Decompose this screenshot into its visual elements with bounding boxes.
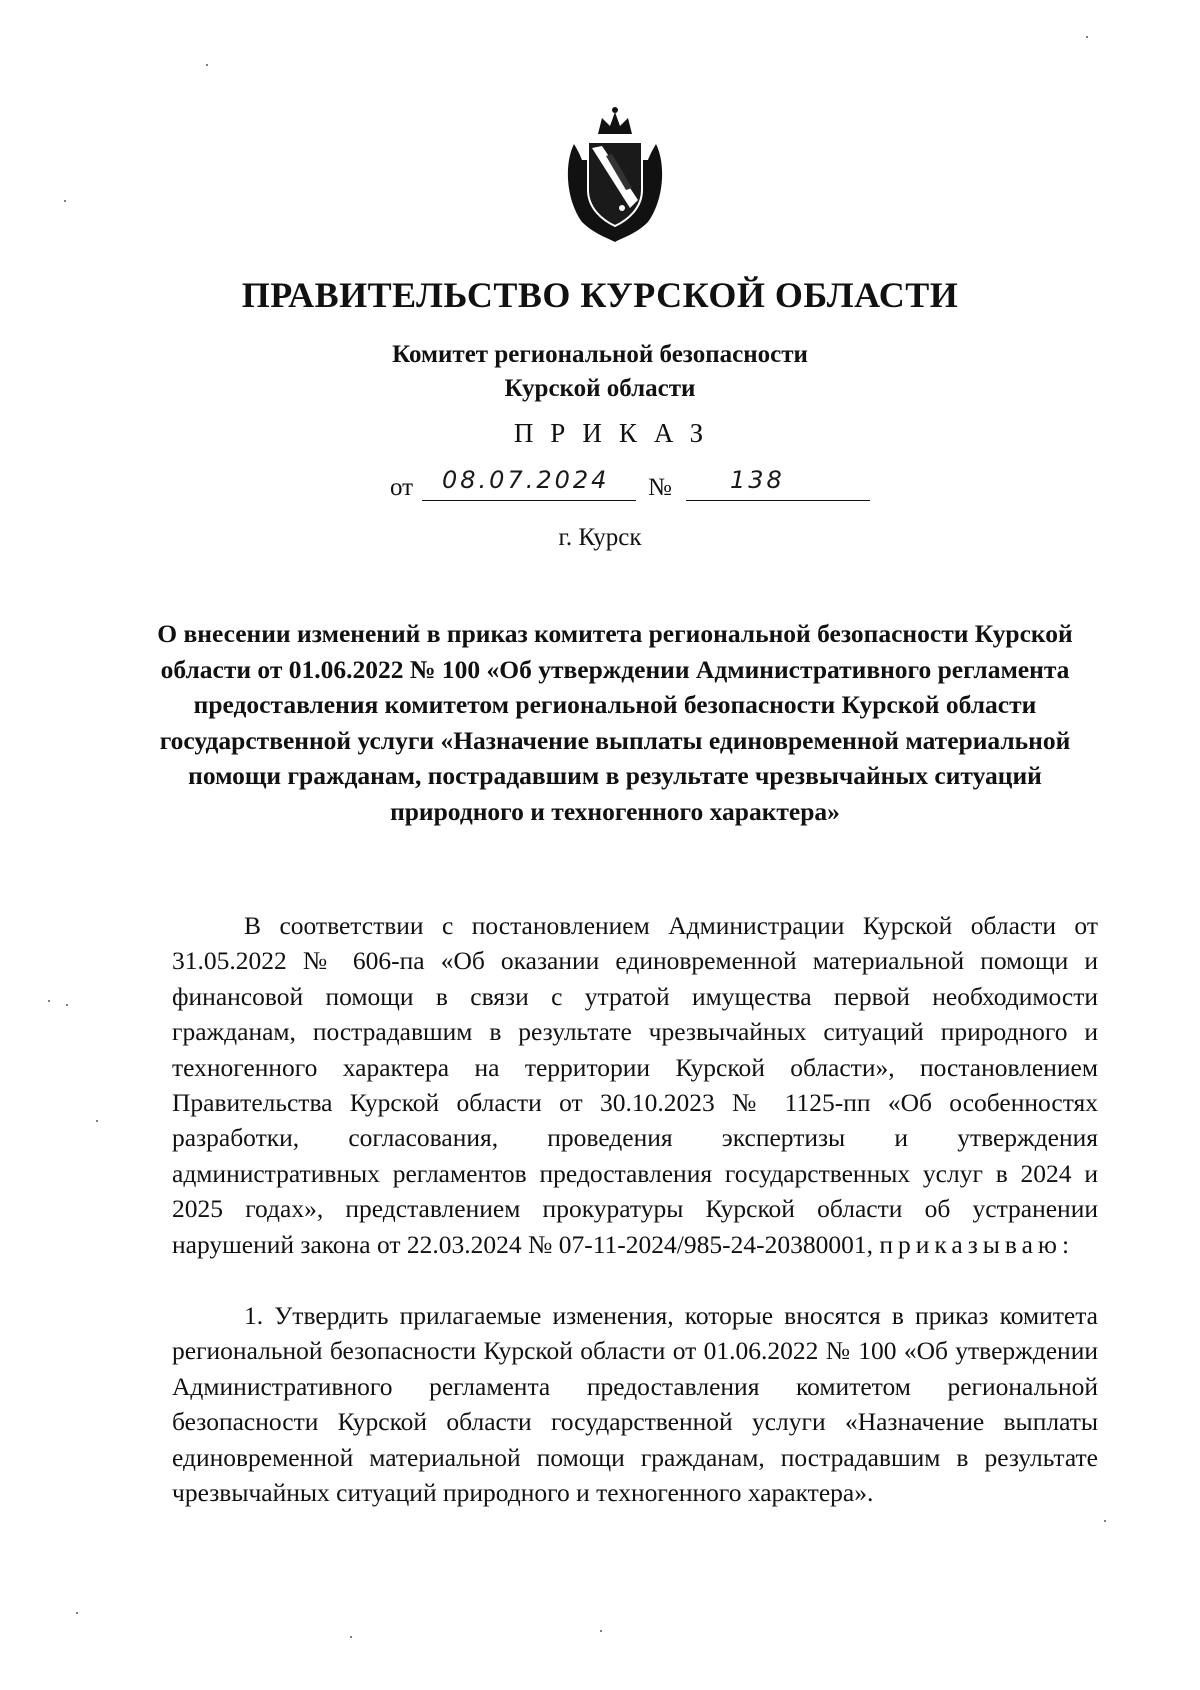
- government-title: ПРАВИТЕЛЬСТВО КУРСКОЙ ОБЛАСТИ: [241, 275, 959, 315]
- scan-speck: [66, 1004, 68, 1006]
- item-1-paragraph: 1. Утвердить прилагаемые изменения, которые вносятся в приказ комитета региональной безопасности Курской области от 01.06.2022 № 100 «Об утверждении Административного регламента предоставления комитетом региональной безопасности Курской области государственной услуги «Назначение выплаты единовременной материальной помощи гражданам, пострадавшим в результате чрезвычайных ситуаций природного и техногенного характера».: [172, 1301, 1098, 1508]
- order-date-number-line: [390, 466, 870, 506]
- scan-speck: [206, 64, 208, 66]
- order-word: приказываю:: [879, 1229, 1075, 1259]
- number-prefix: №: [648, 474, 672, 501]
- scan-speck: [96, 1120, 98, 1122]
- kursk-coat-of-arms-icon: [560, 104, 670, 244]
- order-title: О внесении изменений в приказ комитета региональной безопасности Курской области от 01.06.2022 № 100 «Об утверждении Административного регламента предоставления комитетом региональной безопасности Курской области государственной услуги «Назначение выплаты единовременной материальной помощи гражданам, пострадавшим в результате чрезвычайных ситуаций природного и техногенного характера»: [157, 619, 1073, 826]
- date-prefix: от: [390, 474, 414, 501]
- scan-speck: [76, 1612, 78, 1614]
- scan-speck: [600, 1630, 602, 1632]
- preamble-paragraph: [172, 908, 1098, 1262]
- order-date: 08.07.2024: [442, 466, 610, 494]
- city: г. Курск: [558, 524, 642, 551]
- committee-name: [0, 338, 1200, 406]
- scan-speck: [1104, 1520, 1106, 1522]
- scan-speck: [1086, 36, 1088, 38]
- preamble-text: В соответствии с постановлением Администрации Курской области от 31.05.2022 № 606-па «Об оказании единовременной материальной помощи и финансовой помощи в связи с утратой имущества первой необходимости гражданам, пострадавшим в результате чрезвычайных ситуаций природного и техногенного характера на территории Курской области», постановлением Правительства Курской области от 30.10.2023 № 1125-пп «Об особенностях разработки, согласования, проведения экспертизы и утверждения административных регламентов предоставления государственных услуг в 2024 и 2025 годах», представлением прокуратуры Курской области об устранении нарушений закона от 22.03.2024 № 07-11-2024/985-24-20380001,: [172, 911, 1098, 1259]
- committee-line-1: Комитет региональной безопасности: [392, 341, 808, 368]
- number-underline: [686, 500, 870, 501]
- committee-line-2: Курской области: [504, 375, 696, 402]
- scan-speck: [350, 1636, 352, 1638]
- order-number: 138: [730, 466, 785, 494]
- date-underline: [422, 500, 636, 501]
- document-type: ПРИКАЗ: [513, 418, 721, 448]
- scan-speck: [64, 200, 66, 202]
- scan-speck: [48, 1000, 50, 1002]
